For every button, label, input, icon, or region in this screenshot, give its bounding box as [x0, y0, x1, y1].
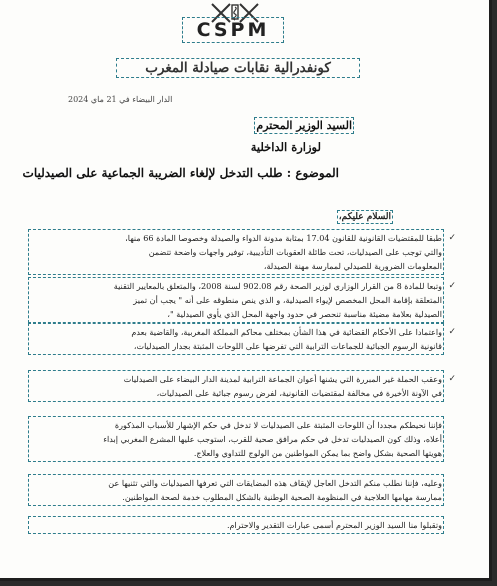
- paragraph-line: وتبعا للمادة 8 من القرار الوزاري لوزير الصحة رقم 902.08 لسنة 2008، والمتعلق بالمعايير التقنية: [113, 281, 442, 291]
- addressee-ministry: لوزارة الداخلية: [250, 140, 321, 154]
- addressee-salutation: السيد الوزير المحترم: [256, 119, 352, 132]
- paragraph-2: [30, 279, 456, 321]
- paragraph-line: في الآونة الأخيرة في مخالفة لمقتضيات القانونية، لفرض رسوم جبائية على الصيدليات،: [156, 388, 442, 398]
- paragraph-line: المتعلقة بإقامة المحل المخصص لإيواء الصيدلية، و الذي ينص منطوقه على أنه " يجب أن تميز: [133, 295, 442, 305]
- paragraph-line: ممارسة مهامها العلاجية في المنظومة الصحية الوطنية بالشكل المطلوب خدمة لصحة المواطنين.: [122, 492, 442, 502]
- paragraph-line: هويتها الصحية بشكل واضح بما يمكن المواطنين من الولوج للتداوي والعلاج.: [193, 448, 442, 458]
- paragraph-3: [30, 325, 456, 353]
- paragraph-line: قانونية الرسوم الجبائية للجماعات الترابية التي تفرضها على اللوحات المثبتة بجدار الصيدليات،: [133, 341, 442, 351]
- paragraph-line: وعليه، فإننا نطلب منكم التدخل العاجل لإيقاف هذه المضايقات التي تعرفها الصيدليات والتي تثنيها عن: [108, 478, 442, 488]
- paragraph-6: [30, 476, 442, 504]
- checkmark-icon: ✓: [448, 233, 456, 243]
- paragraph-7: [30, 518, 442, 532]
- federation-name: كونفدرالية نقابات صيادلة المغرب: [118, 60, 358, 76]
- checkmark-icon: ✓: [448, 374, 456, 384]
- greeting: السلام عليكم،: [338, 212, 391, 222]
- paragraph-line: وتقبلوا منا السيد الوزير المحترم أسمى عبارات التقدير والاحترام.: [226, 520, 442, 530]
- letter-date: الدار البيضاء في 21 ماي 2024: [68, 95, 173, 104]
- paragraph-5: [30, 418, 442, 460]
- paragraph-4: [30, 372, 456, 400]
- paragraph-1: [30, 231, 456, 273]
- paragraph-line: فإننا نحيطكم مجددا أن اللوحات المثبتة على الصيدليات لا تدخل في حكم الإشهار للأسباب المذكورة: [114, 420, 442, 430]
- paragraph-line: طبقا للمقتضيات القانونية للقانون 17.04 بمثابة مدونة الدواء والصيدلة وخصوصا المادة 66 منها،: [125, 233, 442, 243]
- paragraph-line: الصيدلية بعلامة مضيئة مناسبة تنحصر في حدود واجهة المحل الذي يأوي الصيدلية "،: [167, 309, 442, 319]
- paragraph-line: والتي توجب على الصيدليات، تحت طائلة العقوبات التأديبية، توفير واجهات واضحة تتضمن: [148, 247, 442, 257]
- paragraph-line: وعقب الحملة غير المبررة التي يشنها أعوان الجماعة الترابية لمدينة الدار البيضاء على الصيدليات: [123, 374, 442, 384]
- checkmark-icon: ✓: [448, 281, 456, 291]
- paragraph-line: المعلومات الضرورية للصيدلي لممارسة مهنة الصيدلة،: [263, 261, 442, 271]
- paragraph-line: واعتمادا على الأحكام القضائية في هذا الشأن بمختلف محاكم المملكة المغربية، والقاضية بعدم: [131, 327, 442, 337]
- letter-subject: الموضوع : طلب التدخل لإلغاء الضريبة الجماعية على الصيدليات: [22, 166, 339, 180]
- checkmark-icon: ✓: [448, 327, 456, 337]
- paragraph-line: أعلاه، وذلك كون الصيدليات تدخل في حكم مرافق صحية للقرب، استوجب عليها المشرع المغربي إبداء: [103, 434, 442, 444]
- logo-text: CSPM: [184, 19, 282, 41]
